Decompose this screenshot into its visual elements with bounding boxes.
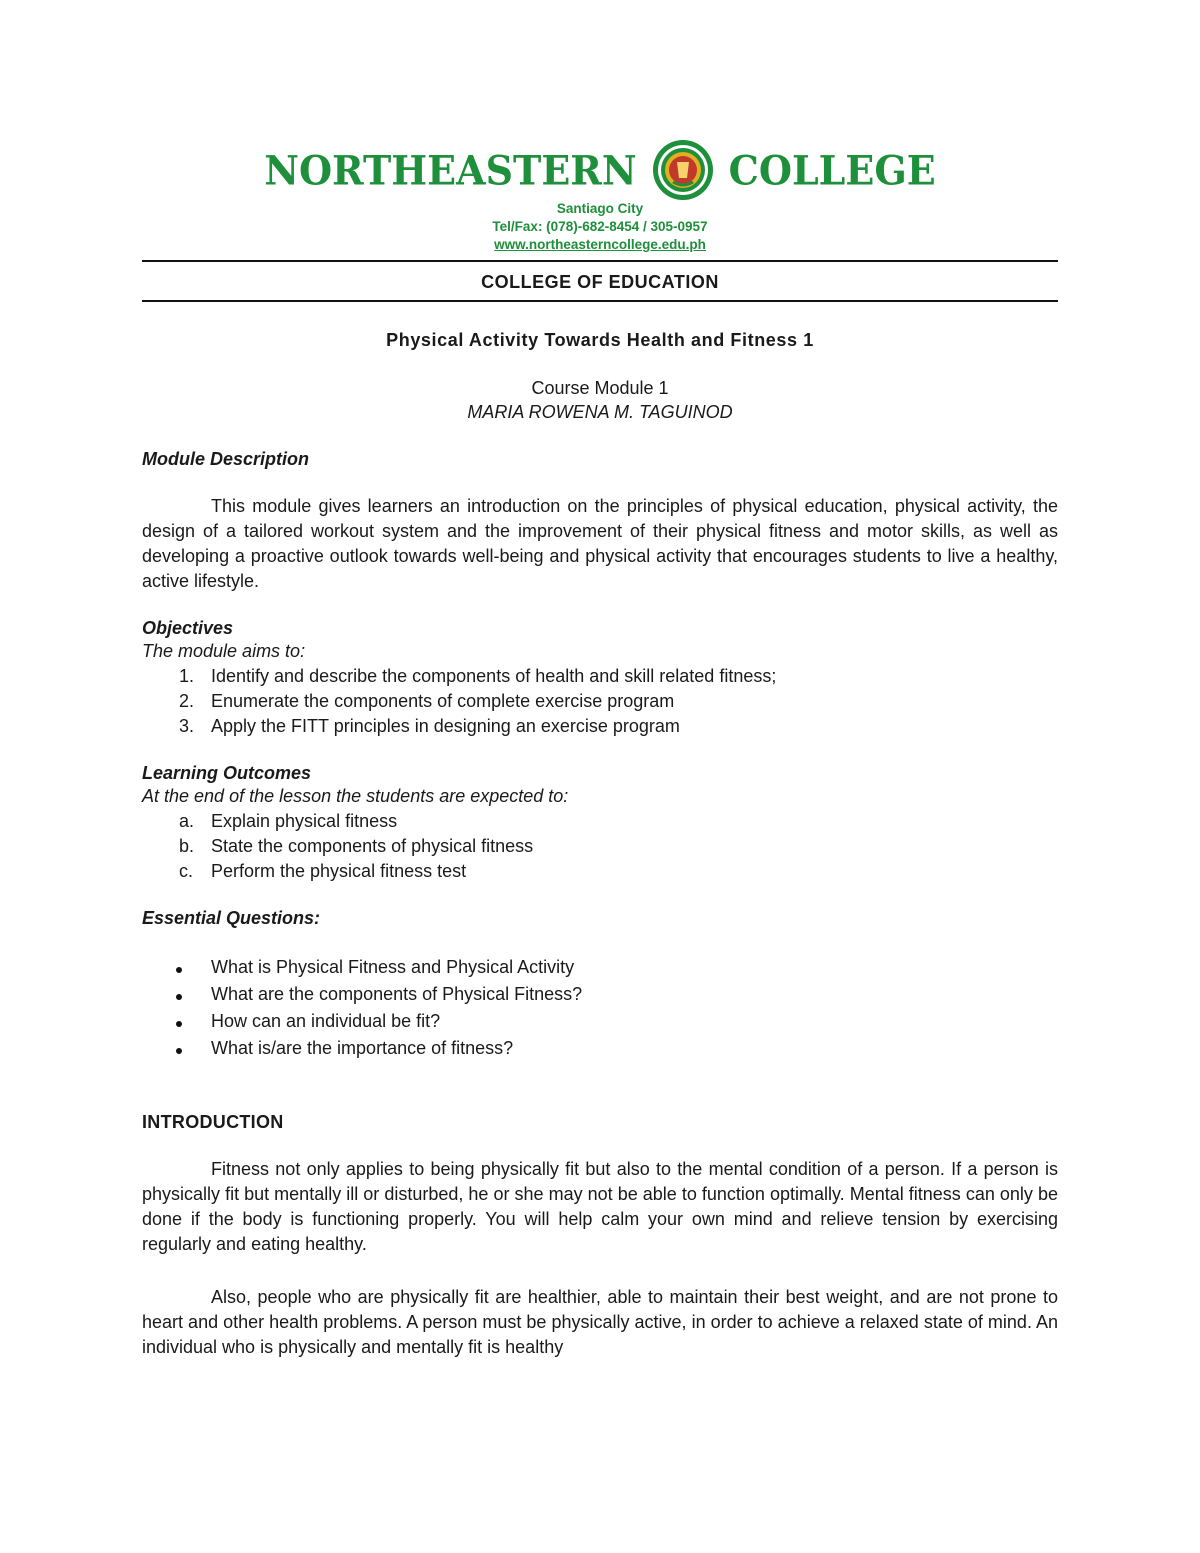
bullet-icon <box>176 1048 182 1054</box>
brand-name-right: COLLEGE <box>728 146 936 194</box>
list-item-text: Identify and describe the components of health and skill related fitness; <box>211 666 777 686</box>
list-item <box>142 981 1058 1008</box>
list-marker: b. <box>179 836 195 856</box>
list-item <box>142 714 1058 739</box>
learning-outcomes-lead: At the end of the lesson the students are expected to: <box>142 786 569 806</box>
list-item-text: Explain physical fitness <box>211 811 398 831</box>
bullet-icon <box>176 994 182 1000</box>
letterhead <box>142 140 1058 254</box>
list-item-text: What is/are the importance of fitness? <box>211 1038 514 1058</box>
list-item <box>142 954 1058 981</box>
introduction-paragraph: Also, people who are physically fit are healthier, able to maintain their best weight, and are not prone to heart and other health problems. A person must be physically active, in order to achieve a relaxed state of mind. An individual who is physically and mentally fit is healthy <box>142 1287 1058 1357</box>
objectives-heading: Objectives <box>142 618 234 638</box>
module-description-text: This module gives learners an introduction on the principles of physical education, physical activity, the design of a tailored workout system and the improvement of their physical fitness and motor skills, as well as developing a proactive outlook towards well-being and physical activity that encourages students to live a healthy, active lifestyle. <box>142 496 1058 591</box>
college-website-link[interactable]: www.northeasterncollege.edu.ph <box>494 237 706 252</box>
list-item <box>142 809 1058 834</box>
list-item <box>142 664 1058 689</box>
document-page <box>142 140 1058 1360</box>
list-item <box>142 689 1058 714</box>
list-item-text: Perform the physical fitness test <box>211 861 467 881</box>
learning-outcomes-heading: Learning Outcomes <box>142 763 312 783</box>
essential-questions-heading: Essential Questions: <box>142 908 321 928</box>
list-item-text: What are the components of Physical Fitness? <box>211 984 583 1004</box>
list-item-text: How can an individual be fit? <box>211 1011 441 1031</box>
list-item-text: State the components of physical fitness <box>211 836 534 856</box>
list-item-text: Apply the FITT principles in designing an exercise program <box>211 716 680 736</box>
learning-outcomes-list <box>142 809 1058 884</box>
list-item <box>142 859 1058 884</box>
brand-name-left: NORTHEASTERN <box>264 146 637 194</box>
objectives-lead: The module aims to: <box>142 641 306 661</box>
course-module-number: Course Module 1 <box>531 378 669 398</box>
list-item <box>142 834 1058 859</box>
list-marker: c. <box>179 861 194 881</box>
department-title: COLLEGE OF EDUCATION <box>481 272 719 292</box>
bullet-icon <box>176 967 182 973</box>
list-marker: a. <box>179 811 195 831</box>
bullet-icon <box>176 1021 182 1027</box>
header-rule-bottom <box>142 300 1058 302</box>
module-description-heading: Module Description <box>142 449 310 469</box>
list-item <box>142 1008 1058 1035</box>
introduction-heading: INTRODUCTION <box>142 1112 284 1132</box>
list-marker: 1. <box>179 666 195 686</box>
list-item-text: Enumerate the components of complete exercise program <box>211 691 675 711</box>
college-city: Santiago City <box>556 201 644 216</box>
essential-questions-list <box>142 954 1058 1062</box>
list-item-text: What is Physical Fitness and Physical Activity <box>211 957 575 977</box>
introduction-paragraph: Fitness not only applies to being physically fit but also to the mental condition of a person. If a person is physically fit but mentally ill or disturbed, he or she may not be able to function optimally. Mental fitness can only be done if the body is functioning properly. You will help calm your own mind and relieve tension by exercising regularly and eating healthy. <box>142 1159 1058 1254</box>
college-telfax: Tel/Fax: (078)-682-8454 / 305-0957 <box>492 219 708 234</box>
objectives-list <box>142 664 1058 739</box>
college-seal-icon <box>651 138 715 202</box>
course-title: Physical Activity Towards Health and Fitness 1 <box>386 330 814 350</box>
college-brand <box>142 140 1058 200</box>
list-marker: 2. <box>179 691 195 711</box>
list-marker: 3. <box>179 716 195 736</box>
list-item <box>142 1035 1058 1062</box>
course-author: MARIA ROWENA M. TAGUINOD <box>467 402 733 422</box>
